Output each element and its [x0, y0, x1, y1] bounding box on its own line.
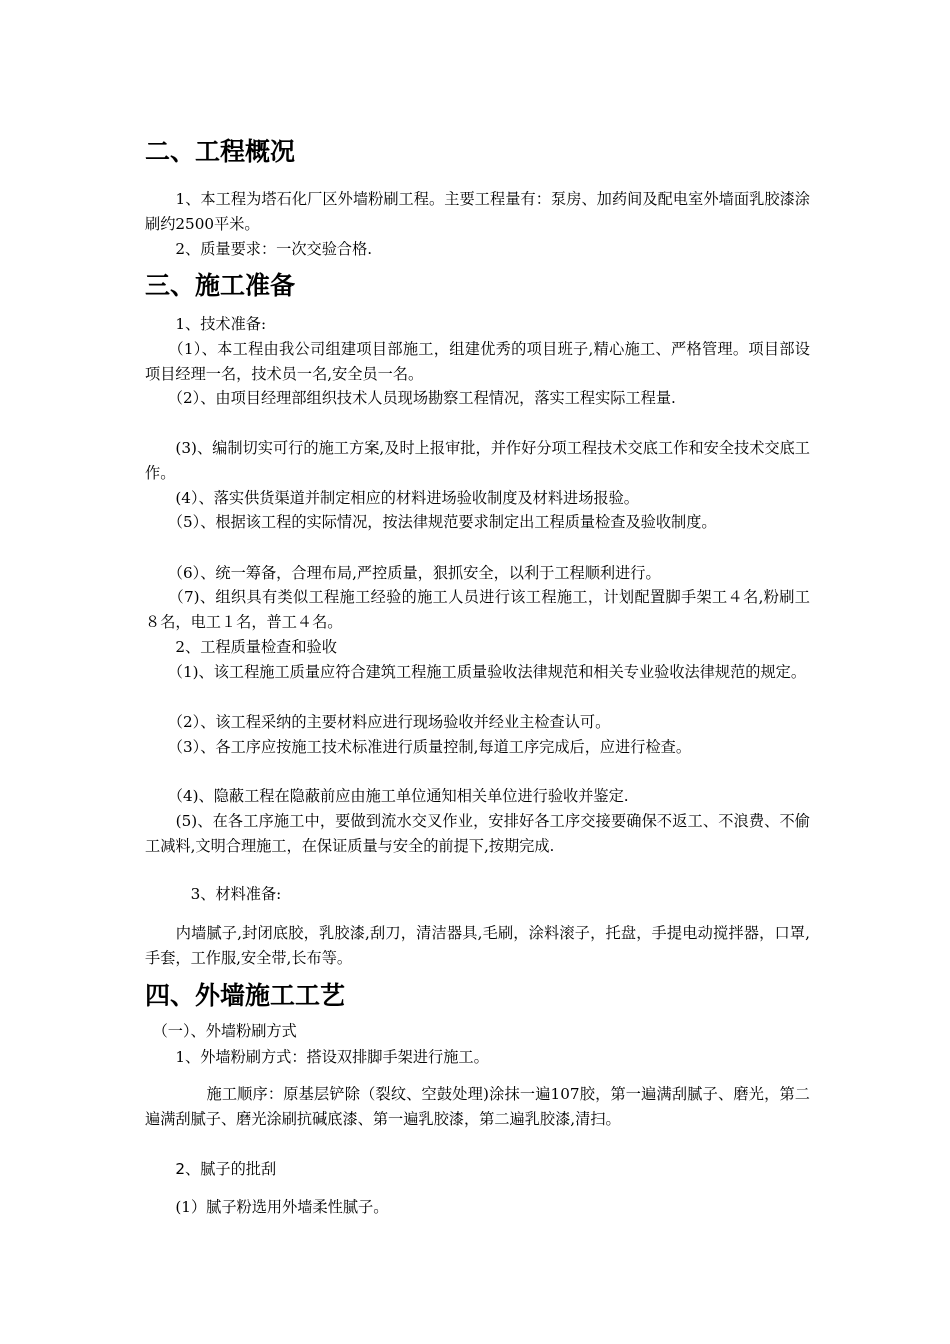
- paragraph: 1、外墙粉刷方式：搭设双排脚手架进行施工。: [145, 1048, 489, 1066]
- paragraph: (1）腻子粉选用外墙柔性腻子。: [145, 1198, 389, 1216]
- paragraph: （1）、本工程由我公司组建项目部施工，组建优秀的项目班子,精心施工、严格管理。项目部设项目经理一名，技术员一名,安全员一名。: [145, 340, 810, 383]
- paragraph-subheading: 2、腻子的批刮: [145, 1160, 277, 1178]
- section-heading-overview: 二、工程概况: [145, 137, 296, 166]
- paragraph: (3)、编制切实可行的施工方案,及时上报审批，并作好分项工程技术交底工作和安全技术交底工作。: [145, 439, 810, 482]
- paragraph-subheading: （一）、外墙粉刷方式: [145, 1022, 297, 1040]
- paragraph: (4）、落实供货渠道并制定相应的材料进场验收制度及材料进场报验。: [145, 489, 639, 507]
- paragraph: 1、技术准备:: [145, 315, 267, 333]
- paragraph: （1)、该工程施工质量应符合建筑工程施工质量验收法律规范和相关专业验收法律规范的规定。: [145, 663, 807, 681]
- paragraph: （3）、各工序应按施工技术标准进行质量控制,每道工序完成后，应进行检查。: [145, 738, 692, 756]
- section-heading-preparation: 三、施工准备: [145, 271, 296, 300]
- paragraph: （2）、由项目经理部组织技术人员现场勘察工程情况，落实工程实际工程量.: [145, 389, 676, 407]
- paragraph: (5)、在各工序施工中，要做到流水交叉作业，安排好各工序交接要确保不返工、不浪费、不偷工减料,文明合理施工，在保证质量与安全的前提下,按期完成.: [145, 812, 810, 855]
- paragraph: （4)、隐蔽工程在隐蔽前应由施工单位通知相关单位进行验收并鉴定.: [145, 787, 629, 805]
- paragraph-subheading: 3、材料准备:: [145, 885, 282, 903]
- paragraph: 1、本工程为塔石化厂区外墙粉刷工程。主要工程量有：泵房、加药间及配电室外墙面乳胶漆涂刷约2500平米。: [145, 190, 810, 233]
- paragraph: （7)、组织具有类似工程施工经验的施工人员进行该工程施工，计划配置脚手架工４名,粉刷工８名，电工１名，普工４名。: [145, 588, 810, 631]
- paragraph: （2）、该工程采纳的主要材料应进行现场验收并经业主检查认可。: [145, 713, 611, 731]
- paragraph: （6）、统一筹备，合理布局,严控质量，狠抓安全，以利于工程顺利进行。: [145, 564, 661, 582]
- section-heading-exterior-wall-process: 四、外墙施工工艺: [145, 981, 346, 1010]
- paragraph: （5）、根据该工程的实际情况，按法律规范要求制定出工程质量检查及验收制度。: [145, 513, 717, 531]
- paragraph: 内墙腻子,封闭底胶，乳胶漆,刮刀，清洁器具,毛刷，涂料滚子，托盘，手提电动搅拌器，口罩,手套，工作服,安全带,长布等。: [145, 924, 810, 967]
- paragraph: 施工顺序：原基层铲除（裂纹、空鼓处理)涂抹一遍107胶，第一遍满刮腻子、磨光，第二遍满刮腻子、磨光涂刷抗碱底漆、第一遍乳胶漆，第二遍乳胶漆,清扫。: [145, 1085, 810, 1128]
- paragraph-subheading: 2、工程质量检查和验收: [145, 638, 337, 656]
- paragraph: 2、质量要求：一次交验合格.: [145, 240, 373, 258]
